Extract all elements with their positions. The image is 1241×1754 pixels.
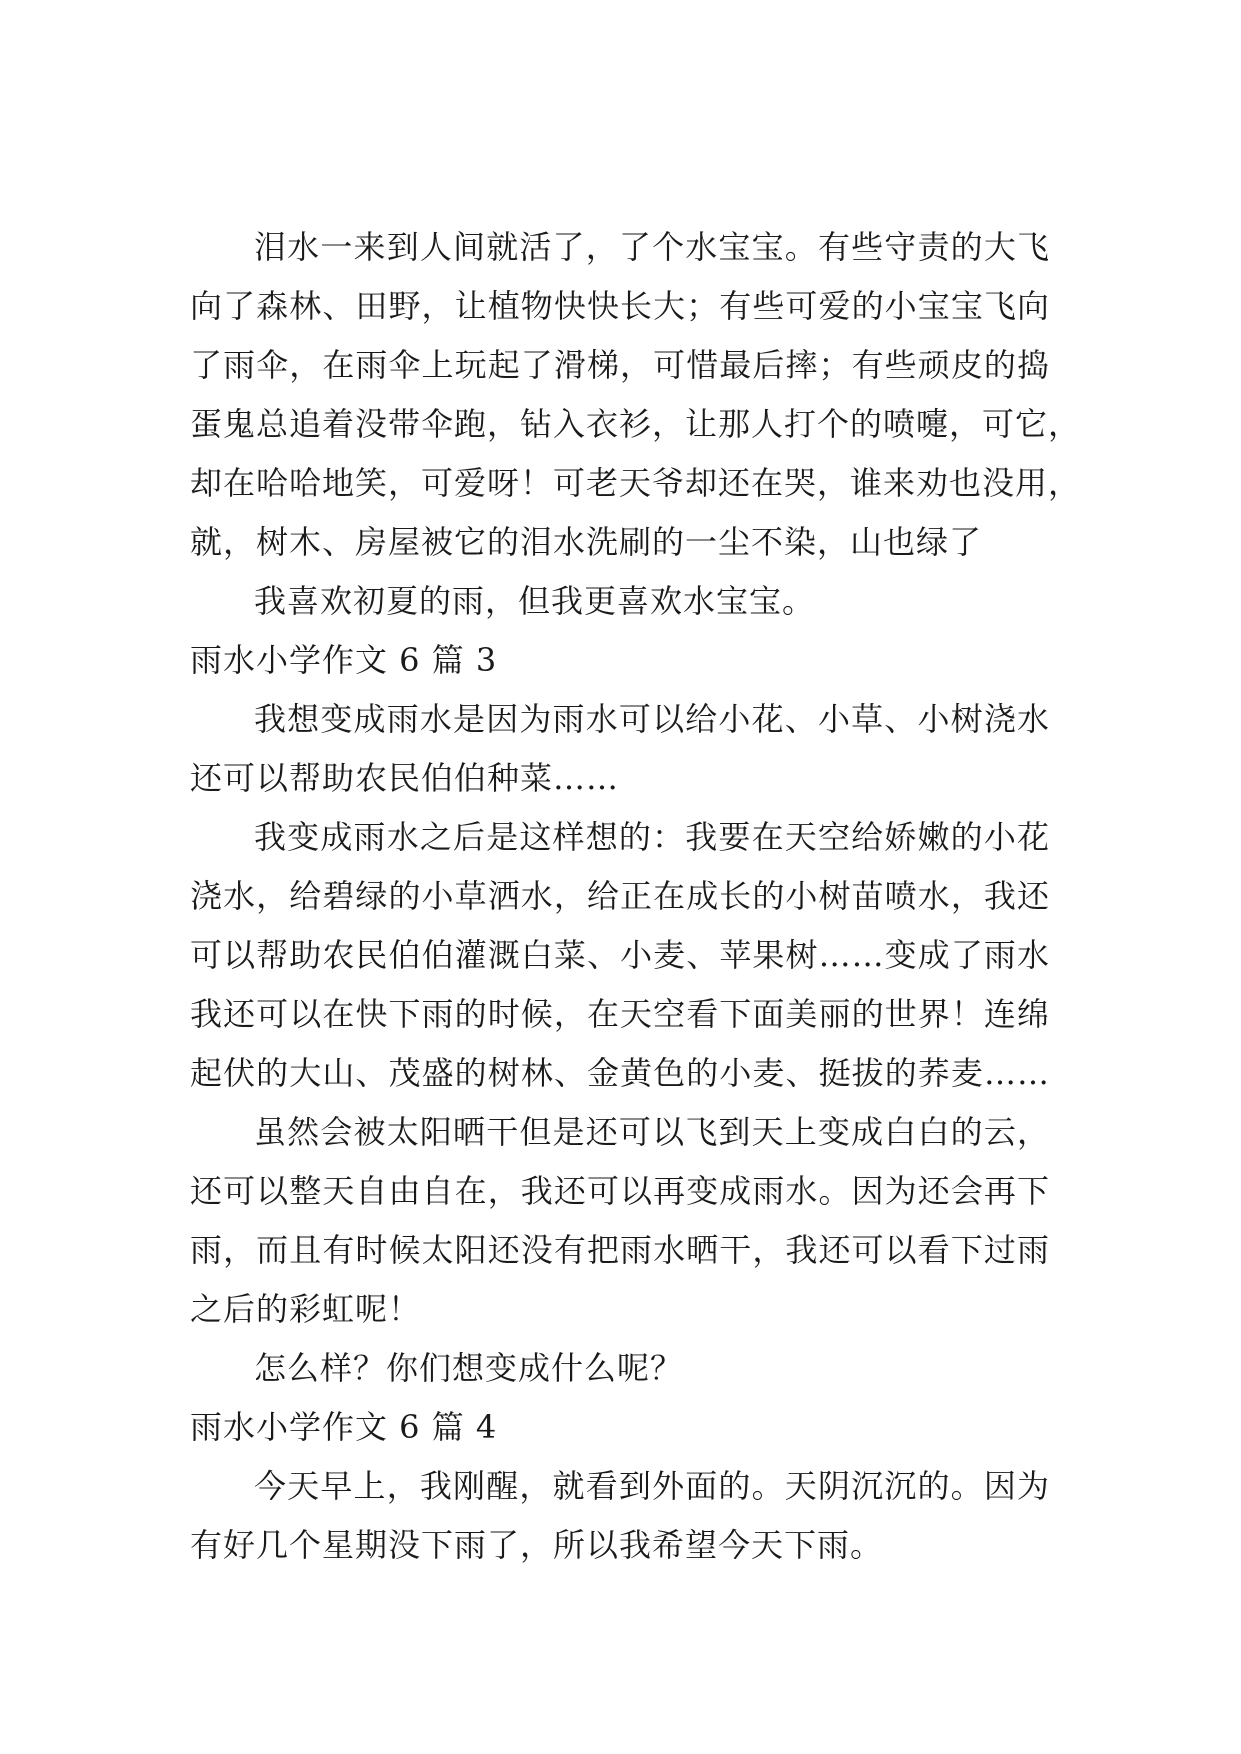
line-text: 我想变成雨水是因为雨水可以给小花、小草、小树浇水 <box>254 700 1050 738</box>
line-text: 虽然会被太阳晒干但是还可以飞到天上变成白白的云， <box>254 1113 1050 1151</box>
heading-text: 雨水小学作文 6 篇 4 <box>190 1408 498 1446</box>
line-text: 有好几个星期没下雨了，所以我希望今天下雨。 <box>190 1526 884 1564</box>
text-line <box>190 1339 1050 1398</box>
text-line <box>190 808 1050 867</box>
line-text: 还可以帮助农民伯伯种菜…… <box>190 759 620 797</box>
text-line <box>190 513 1050 572</box>
line-text: 我还可以在快下雨的时候，在天空看下面美丽的世界！连绵 <box>190 995 1050 1033</box>
text-line <box>190 690 1050 749</box>
text-line <box>190 1457 1050 1516</box>
line-text: 怎么样？你们想变成什么呢？ <box>254 1349 684 1387</box>
text-line <box>190 867 1050 926</box>
line-text: 蛋鬼总追着没带伞跑，钻入衣衫，让那人打个的喷嚏，可它， <box>190 405 1082 443</box>
line-text: 我喜欢初夏的雨，但我更喜欢水宝宝。 <box>254 582 816 620</box>
line-text: 向了森林、田野，让植物快快长大；有些可爱的小宝宝飞向 <box>190 287 1050 325</box>
text-line <box>190 1162 1050 1221</box>
text-line <box>190 1280 1050 1339</box>
text-line <box>190 277 1050 336</box>
text-line <box>190 1221 1050 1280</box>
text-line <box>190 336 1050 395</box>
line-text: 了雨伞，在雨伞上玩起了滑梯，可惜最后摔；有些顽皮的捣 <box>190 346 1050 384</box>
text-line <box>190 1044 1050 1103</box>
line-text: 浇水，给碧绿的小草洒水，给正在成长的小树苗喷水，我还 <box>190 877 1050 915</box>
line-text: 起伏的大山、茂盛的树林、金黄色的小麦、挺拔的荞麦…… <box>190 1054 1050 1092</box>
document-page <box>190 218 1082 1575</box>
text-line <box>190 1103 1050 1162</box>
line-text: 却在哈哈地笑，可爱呀！可老天爷却还在哭，谁来劝也没用， <box>190 464 1082 502</box>
text-line <box>190 454 1082 513</box>
line-text: 可以帮助农民伯伯灌溉白菜、小麦、苹果树……变成了雨水 <box>190 936 1050 974</box>
section-heading <box>190 631 1050 690</box>
line-text: 还可以整天自由自在，我还可以再变成雨水。因为还会再下 <box>190 1172 1050 1210</box>
line-text: 雨，而且有时候太阳还没有把雨水晒干，我还可以看下过雨 <box>190 1231 1050 1269</box>
text-line <box>190 926 1050 985</box>
text-line <box>190 985 1050 1044</box>
text-line <box>190 395 1082 454</box>
heading-text: 雨水小学作文 6 篇 3 <box>190 641 498 679</box>
line-text: 之后的彩虹呢！ <box>190 1290 422 1328</box>
text-line <box>190 218 1050 277</box>
line-text: 泪水一来到人间就活了，了个水宝宝。有些守责的大飞 <box>254 228 1050 266</box>
text-line <box>190 749 1050 808</box>
section-heading <box>190 1398 1050 1457</box>
line-text: 就，树木、房屋被它的泪水洗刷的一尘不染，山也绿了 <box>190 523 983 561</box>
text-line <box>190 1516 1050 1575</box>
line-text: 我变成雨水之后是这样想的：我要在天空给娇嫩的小花 <box>254 818 1050 856</box>
line-text: 今天早上，我刚醒，就看到外面的。天阴沉沉的。因为 <box>254 1467 1050 1505</box>
text-line <box>190 572 1050 631</box>
